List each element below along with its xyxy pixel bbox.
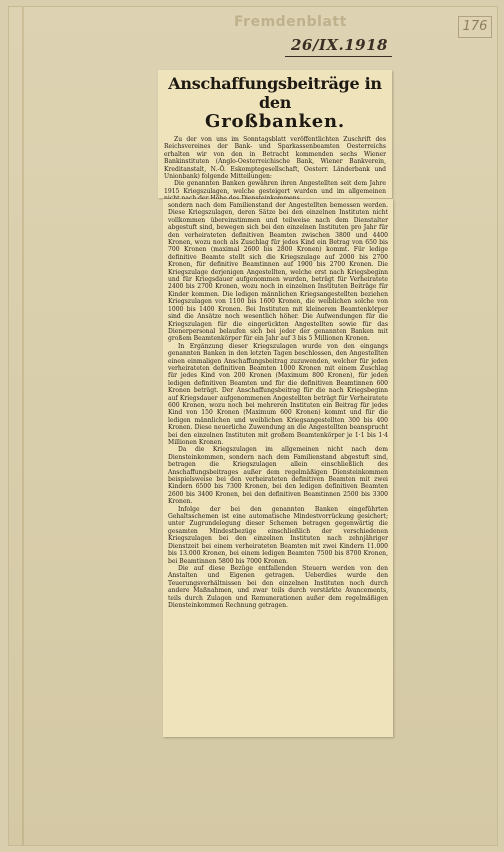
clipping-top — [158, 70, 392, 198]
page-number: 176 — [458, 16, 492, 38]
handwritten-date: 26/IX.1918 — [291, 36, 388, 54]
paragraph: Die auf diese Bezüge entfallenden Steuern werden von den Anstalten und Eigenen getragen. Ueberdies wurde den Teuerungsverhältnissen bei den einzelnen Instituten noch durch andere Maßnahmen, und zwar teils durch verstärkte Avancements, teils durch Zulagen und Remunerationen außer dem regelmäßigen Diensteinkommen Rechnung getragen. — [168, 564, 388, 609]
paragraph: Da die Kriegszulagen im allgemeinen nicht nach dem Diensteinkommen, sondern nach dem Familienstand abgestuft sind, betragen die Kriegszulagen allein einschließlich des Anschaffungsbeitrages außer dem regelmäßigen Diensteinkommen beispielsweise bei den verheirateten definitiven Beamten mit zwei Kindern 6500 bis 7300 Kronen, bei den ledigen definitiven Beamten 2600 bis 3400 Kronen, bei den definitiven Beamtinnen 2500 bis 3300 Kronen. — [168, 446, 388, 506]
paragraph: Zu der von uns im Sonntagsblatt veröffentlichten Zuschrift des Reichsvereines der Bank- und Sparkassenbeamten Oesterreichs erhalten wir von den in Betracht kommenden sechs Wiener Bankinstituten (Anglo-Oesterreichische Bank, Wiener Bankverein, Kreditanstalt, N.-Ö. Eskomptegesellschaft, Oesterr. Länderbank und Unionbank) folgende Mitteilungen: — [164, 136, 386, 181]
article-body — [168, 202, 388, 609]
archive-sheet — [8, 6, 498, 846]
paragraph: sondern nach dem Familienstand der Angestellten bemessen werden. Diese Kriegszulagen, deren Sätze bei den einzelnen Instituten nicht vollkommen übereinstimmen und teilweise nach dem Dienstalter abgestuft sind, bewegen sich bei den einzelnen Instituten pro Jahr für den verheirateten definitiven Beamten zwischen 3800 und 4400 Kronen, wozu noch als Zuschlag für jedes Kind ein Betrag von 650 bis 700 Kronen (maximal 2600 bis 2800 Kronen) kommt. Für ledige definitive Beamte stellt sich die Kriegszulage auf 2000 bis 2700 Kronen, für definitive Beamtinnen auf 1900 bis 2700 Kronen. Die Kriegszulage derjenigen Angestellten, welche erst nach Kriegsbeginn und für Kriegsdauer aufgenommen wurden, beträgt für Verheiratete 2400 bis 2700 Kronen, wozu noch in einzelnen Instituten Beiträge für Kinder kommen. Die ledigen männlichen Kriegsangestellten beziehen Kriegszulagen von 1100 bis 1600 Kronen, die weiblichen solche von 1000 bis 1400 Kronen. Bei Instituten mit kleinerem Beamtenkörper sind die Ansätze noch wesentlich höher. Die Aufwendungen für die Kriegszulagen für die eingerückten Angestellten sowie für das Dienerpersonal belaufen sich bei jeder der genannten Banken mit großem Beamtenkörper für ein Jahr auf 3 bis 5 Millionen Kronen. — [168, 202, 388, 343]
article-headline — [164, 74, 386, 131]
article-intro — [164, 136, 386, 203]
headline-line-1: Anschaffungsbeiträge in den — [168, 74, 382, 112]
newspaper-stamp: Fremdenblatt — [234, 14, 347, 30]
paragraph: Die genannten Banken gewähren ihren Angestellten seit dem Jahre 1915 Kriegszulagen, welche gesteigert wurden und im allgemeinen — [164, 180, 386, 195]
paragraph: In Ergänzung dieser Kriegszulagen wurde von den eingangs genannten Banken in den letzten Tagen beschlossen, den Angestellten einen einmaligen Anschaffungsbeitrag zuzuwenden, welcher für jeden verheirateten definitiven Beamten 1000 Kronen mit einem Zuschlag für jedes Kind von 200 Kronen (Maximum 800 Kronen), für jeden ledigen definitiven Beamten und für die definitiven Beamtinnen 600 Kronen beträgt. Der Anschaffungsbeitrag für die nach Kriegsbeginn auf Kriegsdauer aufgenommenen Angestellten beträgt für Verheiratete 600 Kronen, wozu noch bei mehreren Instituten ein Beitrag für jedes Kind von 150 Kronen (Maximum 600 Kronen) kommt und für die ledigen männlichen und weiblichen Kriegsangestellten 300 bis 400 Kronen. Diese neuerliche Zuwendung an die Angestellten beansprucht bei den einzelnen Instituten mit großem Beamtenkörper je 1·1 bis 1·4 Millionen Kronen. — [168, 342, 388, 446]
paragraph: Infolge der bei den genannten Banken eingeführten Gehaltsschemen ist eine automatische Mindestvorrückung gesichert; unter Zugrundelegung dieser Schemen betragen gegenwärtig die gesamten Mindestbezüge einschließlich der verschiedenen Kriegszulagen bei den einzelnen Instituten nach zehnjähriger Dienstzeit bei einem verheirateten Beamten mit zwei Kindern 11.000 bis 13.000 Kronen, bei einem ledigen Beamten 7500 bis 8700 Kronen, bei Beamtinnen 5800 bis 7000 Kronen. — [168, 505, 388, 565]
headline-line-2: Großbanken. — [205, 111, 345, 132]
clipping-bottom — [163, 199, 393, 737]
